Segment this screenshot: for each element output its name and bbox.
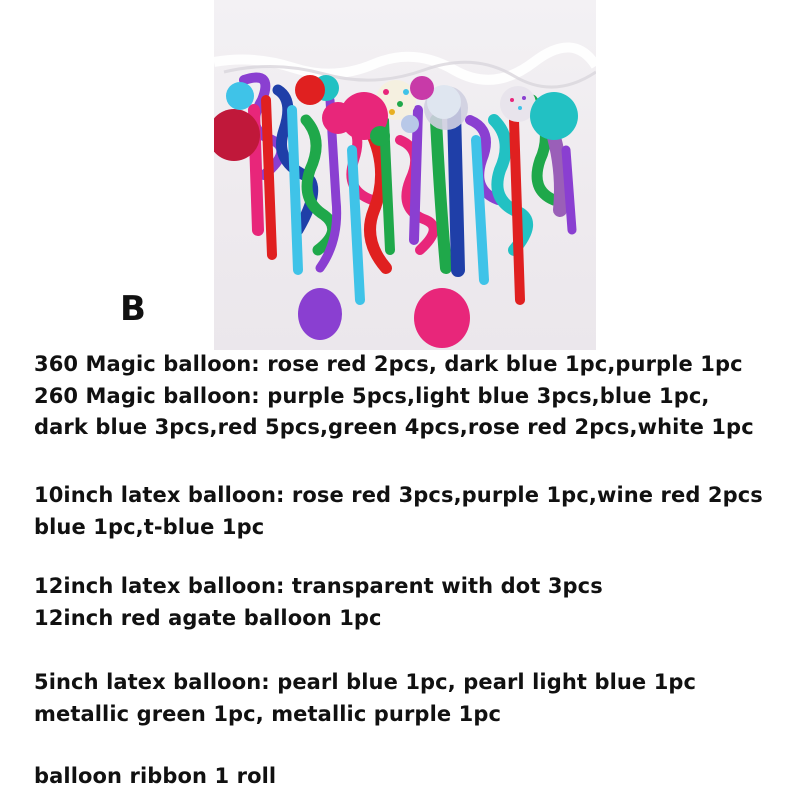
- variant-label: B: [120, 289, 146, 329]
- spec-line: dark blue 3pcs,red 5pcs,green 4pcs,rose red 2pcs,white 1pc: [34, 415, 754, 439]
- spec-line: balloon ribbon 1 roll: [34, 764, 277, 788]
- spec-line: 12inch red agate balloon 1pc: [34, 605, 382, 630]
- magic-balloon-specs: [34, 349, 800, 444]
- spec-line: blue 1pc,t-blue 1pc: [34, 514, 265, 539]
- 12inch-latex-specs: [34, 571, 800, 634]
- spec-line: 10inch latex balloon: rose red 3pcs,purple 1pc,wine red 2pcs: [34, 483, 763, 507]
- spec-line: 12inch latex balloon: transparent with dot 3pcs: [34, 574, 603, 598]
- spec-line: metallic green 1pc, metallic purple 1pc: [34, 701, 502, 726]
- ribbon-spec: [34, 761, 800, 793]
- 5inch-latex-specs: [34, 667, 800, 730]
- spec-line: 360 Magic balloon: rose red 2pcs, dark blue 1pc,purple 1pc: [34, 352, 743, 376]
- balloon-garland-photo: [214, 0, 596, 350]
- 10inch-latex-specs: [34, 480, 800, 543]
- spec-line: 260 Magic balloon: purple 5pcs,light blue 3pcs,blue 1pc,: [34, 383, 710, 408]
- spec-line: 5inch latex balloon: pearl blue 1pc, pearl light blue 1pc: [34, 670, 697, 694]
- balloon-garland-illustration: [214, 0, 596, 350]
